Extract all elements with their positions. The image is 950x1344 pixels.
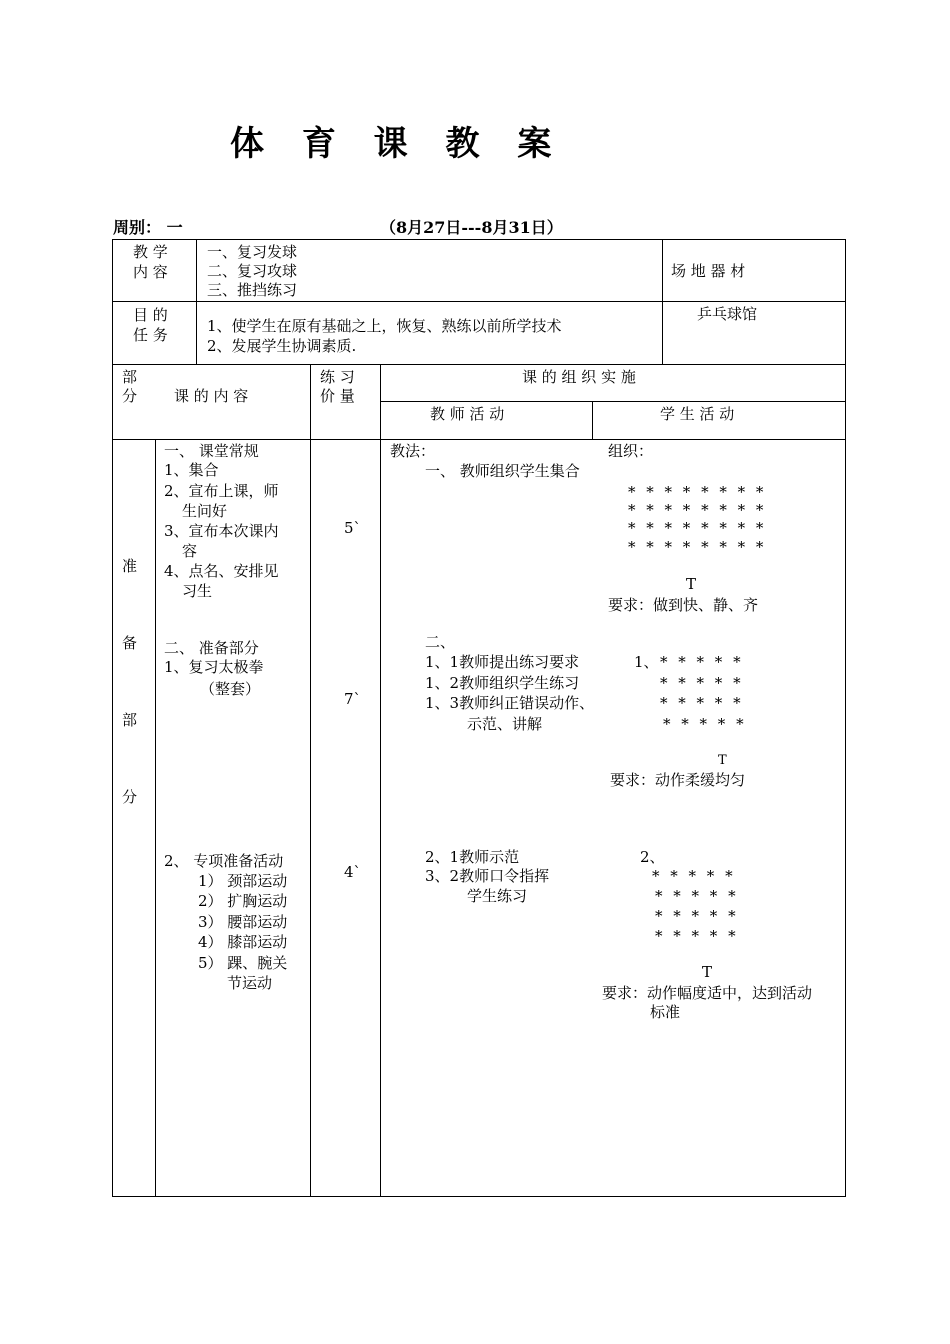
method-label: 教法： [390,442,436,460]
student-formation-row: * * * * * [655,907,739,925]
goal-item: 1、使学生在原有基础之上，恢复、熟练以前所学技术 [207,317,562,335]
row-divider-1 [112,301,846,302]
org-line: 一、 教师组织学生集合 [425,462,580,480]
content-item: 三、推挡练习 [207,281,298,299]
student-formation-row: * * * * * * * * [628,519,767,537]
org-line: 1、2教师组织学生练习 [425,674,580,692]
student-formation-row: * * * * * * * * [628,483,767,501]
goal-label-1: 目 的 [133,306,168,324]
requirement-text: 要求：做到快、静、齐 [608,596,759,614]
section-char: 分 [122,788,138,806]
requirement-text: 要求：动作柔缓均匀 [610,771,746,789]
org-line: 示范、讲解 [467,715,543,733]
teacher-marker: T [686,575,697,593]
org-subheader-divider [380,401,846,402]
row-divider-2 [112,364,846,365]
content-line: 容 [182,542,198,560]
load-value: 7` [344,690,362,708]
content-col-divider [310,364,311,1196]
content-line: 一、 课堂常规 [164,442,259,460]
load-value: 5` [344,519,362,537]
section-char: 部 [122,711,138,729]
week-label [113,218,183,238]
section-char: 准 [122,557,138,575]
table-border-left [112,239,113,1197]
requirement-text: 要求：动作幅度适中，达到活动 [602,984,813,1002]
student-formation-row: * * * * * [652,867,736,885]
venue-value: 乒乓球馆 [697,305,758,323]
content-line: 1、复习太极拳 [164,658,264,676]
content-label-1: 教 学 [133,243,168,261]
content-line: 4、点名、安排见 [164,562,279,580]
org-line: 3、2教师口令指挥 [425,867,550,885]
content-line: 习生 [182,582,213,600]
content-line: 1、集合 [164,461,219,479]
section-char: 备 [122,634,138,652]
date-range: （8月27日---8月31日） [380,218,563,237]
load-value: 4` [344,863,362,881]
table-border-right [845,239,846,1197]
content-line: 4） 膝部运动 [198,933,288,951]
student-formation-row: * * * * * * * * [628,538,767,556]
organize-label: 组织： [608,442,654,460]
content-line: 2、宣布上课，师 [164,482,279,500]
student-formation-row: * * * * * [660,694,744,712]
col-part-1: 部 [122,368,138,386]
content-line: 3） 腰部运动 [198,913,288,931]
col-load-1: 练 习 [320,368,355,386]
student-formation-row: * * * * * [655,927,739,945]
content-line: 生问好 [182,502,228,520]
formation-number: 2、 [640,848,665,866]
student-formation-row: * * * * * [663,715,747,733]
load-col-divider [380,364,381,1196]
content-item: 二、复习攻球 [207,262,298,280]
venue-label: 场 地 器 材 [671,262,746,280]
content-line: 5） 踝、腕关 [198,954,288,972]
org-line: 1、3教师纠正错误动作、 [425,694,595,712]
student-formation-row: * * * * * [660,653,744,671]
org-line: 1、1教师提出练习要求 [425,653,580,671]
col-load-2: 价 量 [320,387,355,405]
content-line: 节运动 [227,974,273,992]
org-line: 学生练习 [467,887,528,905]
content-item: 一、复习发球 [207,243,298,261]
table-border-top [112,239,846,240]
week-label-text: 周别： [113,218,162,237]
content-line: （整套） [200,680,261,698]
student-formation-row: * * * * * [655,887,739,905]
col-part-2: 分 [122,387,138,405]
header-col-divider [196,239,197,364]
col-organization: 课 的 组 织 实 施 [522,368,636,386]
col-teacher: 教 师 活 动 [430,405,505,423]
content-line: 2） 扩胸运动 [198,892,288,910]
content-line: 2、 专项准备活动 [164,852,284,870]
row-divider-3 [112,439,846,440]
content-line: 3、宣布本次课内 [164,522,279,540]
org-line: 2、1教师示范 [425,848,520,866]
teacher-student-divider [592,401,593,439]
goal-item: 2、发展学生协调素质. [207,337,357,355]
content-label-2: 内 容 [133,263,168,281]
col-content: 课 的 内 容 [174,387,249,405]
requirement-text: 标准 [650,1003,681,1021]
table-border-bottom [112,1196,846,1197]
student-formation-row: * * * * * * * * [628,501,767,519]
teacher-marker: T [718,753,727,768]
page-title: 体 育 课 教 案 [230,124,565,164]
content-line: 二、 准备部分 [164,639,259,657]
part-col-divider [155,439,156,1196]
venue-col-divider [662,239,663,364]
col-student: 学 生 活 动 [660,405,735,423]
content-line: 1） 颈部运动 [198,872,288,890]
org-line: 二、 [425,633,456,651]
teacher-marker: T [702,963,713,981]
goal-label-2: 任 务 [133,326,168,344]
week-value: 一 [166,218,183,237]
formation-number: 1、 [634,653,659,671]
student-formation-row: * * * * * [660,674,744,692]
